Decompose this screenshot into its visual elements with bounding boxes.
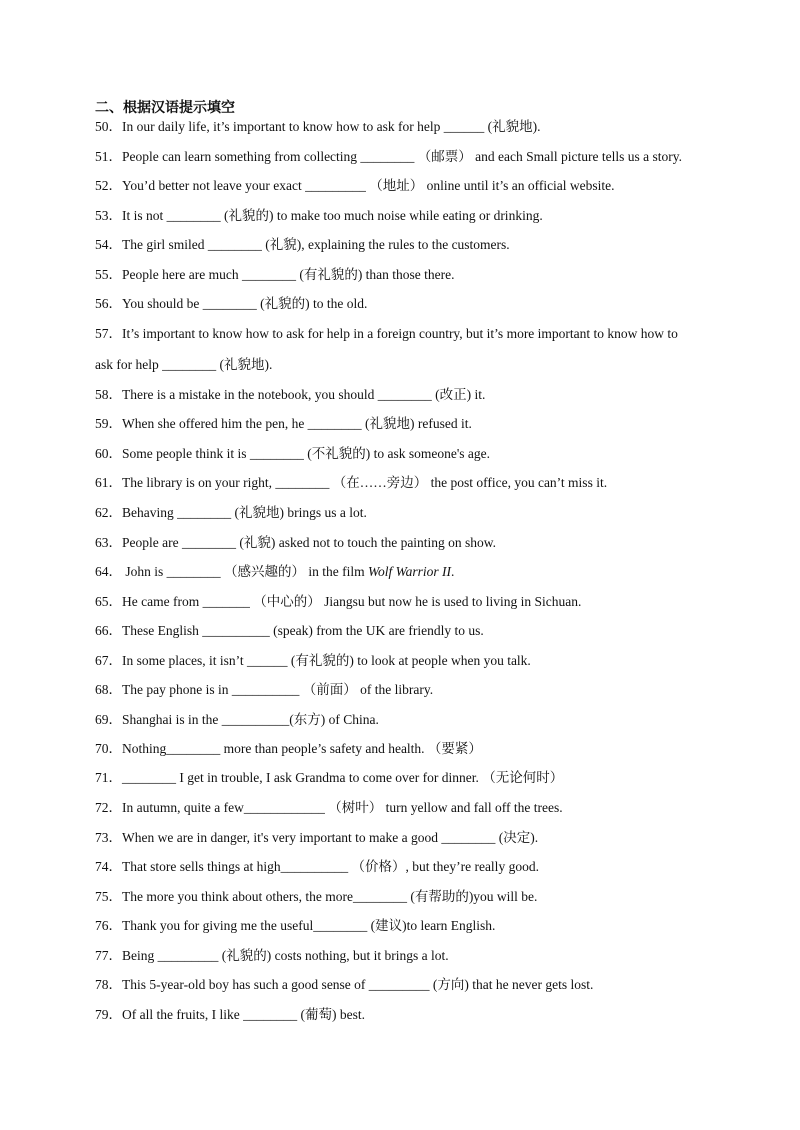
- question-text: When she offered him the pen, he ________ (礼貌地) refused it.: [122, 416, 472, 431]
- question-text: When we are in danger, it's very important to make a good ________ (决定).: [122, 830, 539, 845]
- question-number: 74．: [95, 859, 122, 874]
- question-item: [95, 769, 563, 787]
- question-item: [95, 622, 484, 640]
- question-number: 63．: [95, 535, 122, 550]
- question-item: [95, 207, 543, 225]
- question-item: [95, 325, 678, 343]
- question-text: The pay phone is in __________ （前面） of the library.: [122, 682, 434, 697]
- question-item: [95, 740, 482, 758]
- question-text: He came from _______ （中心的） Jiangsu but now he is used to living in Sichuan.: [122, 594, 582, 609]
- question-number: 56．: [95, 296, 122, 311]
- question-text: You should be ________ (礼貌的) to the old.: [122, 296, 368, 311]
- question-number: 77．: [95, 948, 122, 963]
- question-text: Thank you for giving me the useful________ (建议)to learn English.: [122, 918, 496, 933]
- question-text: These English __________ (speak) from the UK are friendly to us.: [122, 623, 484, 638]
- question-number: 51．: [95, 149, 122, 164]
- question-text: People are ________ (礼貌) asked not to touch the painting on show.: [122, 535, 497, 550]
- question-item: [95, 445, 490, 463]
- question-number: 69．: [95, 712, 122, 727]
- question-text: In our daily life, it’s important to know how to ask for help ______ (礼貌地).: [122, 119, 541, 134]
- question-item: [95, 534, 496, 552]
- question-item: [95, 829, 538, 847]
- question-item: [95, 1006, 365, 1024]
- question-text: It’s important to know how to ask for help in a foreign country, but it’s more important to know how to: [122, 326, 678, 341]
- question-number: 67．: [95, 653, 122, 668]
- question-number: 65．: [95, 594, 122, 609]
- question-item: [95, 917, 495, 935]
- question-number: 68．: [95, 682, 122, 697]
- question-text: Shanghai is in the __________(东方) of China.: [122, 712, 379, 727]
- question-text: People can learn something from collecting ________ （邮票） and each Small picture tells us a story.: [122, 149, 682, 164]
- question-text: People here are much ________ (有礼貌的) than those there.: [122, 267, 455, 282]
- question-item: [95, 415, 472, 433]
- question-number: 62．: [95, 505, 122, 520]
- question-item: [95, 593, 581, 611]
- question-text: That store sells things at high__________ （价格）, but they’re really good.: [122, 859, 539, 874]
- question-text: The girl smiled ________ (礼貌), explaining the rules to the customers.: [122, 237, 510, 252]
- question-number: 75．: [95, 889, 122, 904]
- question-item: [95, 947, 449, 965]
- question-text: Nothing________ more than people’s safety and health. （要紧）: [122, 741, 482, 756]
- question-number: 58．: [95, 387, 122, 402]
- question-text: John is ________ （感兴趣的） in the film: [122, 564, 368, 579]
- question-item: [95, 858, 539, 876]
- question-number: 50．: [95, 119, 122, 134]
- question-number: 66．: [95, 623, 122, 638]
- question-item: [95, 177, 615, 195]
- question-text: It is not ________ (礼貌的) to make too much noise while eating or drinking.: [122, 208, 543, 223]
- question-number: 78．: [95, 977, 122, 992]
- question-number: 64．: [95, 564, 122, 579]
- question-number: 59．: [95, 416, 122, 431]
- question-item: [95, 563, 454, 581]
- question-number: 79．: [95, 1007, 122, 1022]
- question-item: [95, 148, 682, 166]
- question-item: [95, 976, 593, 994]
- question-item: [95, 295, 367, 313]
- question-text: You’d better not leave your exact _________ （地址） online until it’s an official website.: [122, 178, 615, 193]
- question-item: [95, 386, 485, 404]
- question-text-continued: ask for help ________ (礼貌地).: [95, 357, 273, 372]
- question-number: 52．: [95, 178, 122, 193]
- question-number: 60．: [95, 446, 122, 461]
- question-number: 55．: [95, 267, 122, 282]
- question-item: [95, 118, 540, 136]
- question-text: This 5-year-old boy has such a good sense of _________ (方向) that he never gets lost.: [122, 977, 594, 992]
- section-title: 二、根据汉语提示填空: [95, 100, 235, 116]
- question-number: 57．: [95, 326, 122, 341]
- question-number: 73．: [95, 830, 122, 845]
- question-item: [95, 888, 537, 906]
- question-item: [95, 711, 379, 729]
- question-item: [95, 799, 563, 817]
- question-number: 71．: [95, 770, 122, 785]
- question-text: The library is on your right, ________ （在……旁边） the post office, you can’t miss it.: [122, 475, 608, 490]
- question-number: 61．: [95, 475, 122, 490]
- question-text: Of all the fruits, I like ________ (葡萄) best.: [122, 1007, 365, 1022]
- question-item: [95, 652, 531, 670]
- question-number: 70．: [95, 741, 122, 756]
- question-text: Some people think it is ________ (不礼貌的) to ask someone's age.: [122, 446, 491, 461]
- question-text: There is a mistake in the notebook, you should ________ (改正) it.: [122, 387, 486, 402]
- question-text-end: .: [451, 564, 455, 579]
- question-text: Behaving ________ (礼貌地) brings us a lot.: [122, 505, 367, 520]
- question-number: 72．: [95, 800, 122, 815]
- question-item: [95, 236, 510, 254]
- question-text: In some places, it isn’t ______ (有礼貌的) to look at people when you talk.: [122, 653, 531, 668]
- question-text: Being _________ (礼貌的) costs nothing, but it brings a lot.: [122, 948, 449, 963]
- question-item: [95, 681, 433, 699]
- question-item: [95, 266, 455, 284]
- film-title: Wolf Warrior II: [368, 564, 452, 579]
- question-text: In autumn, quite a few____________ （树叶） turn yellow and fall off the trees.: [122, 800, 563, 815]
- question-number: 76．: [95, 918, 122, 933]
- question-item: [95, 504, 367, 522]
- question-number: 54．: [95, 237, 122, 252]
- question-number: 53．: [95, 208, 122, 223]
- question-text: The more you think about others, the more________ (有帮助的)you will be.: [122, 889, 538, 904]
- question-item: [95, 474, 607, 492]
- question-text: ________ I get in trouble, I ask Grandma to come over for dinner. （无论何时）: [122, 770, 564, 785]
